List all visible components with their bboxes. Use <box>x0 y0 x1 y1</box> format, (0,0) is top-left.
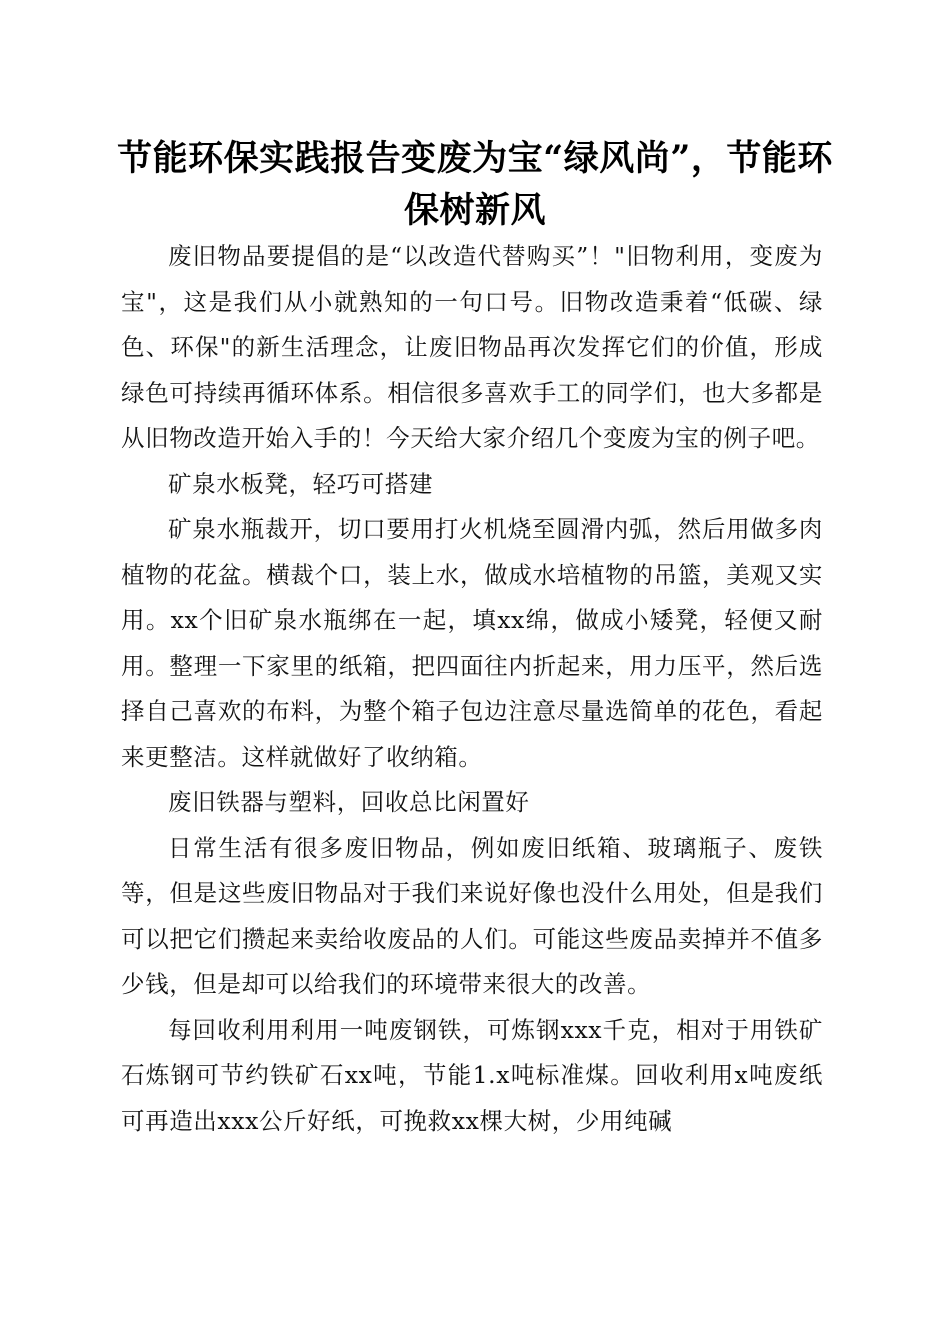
paragraph-bottle-stool: 矿泉水瓶裁开，切口要用打火机烧至圆滑内弧，然后用做多肉植物的花盆。横裁个口，装上水，做成水培植物的吊篮，美观又实用。xx个旧矿泉水瓶绑在一起，填xx绵，做成小矮凳，轻便又耐用。整理一下家里的纸箱，把四面往内折起来，用力压平，然后选择自己喜欢的布料，为整个箱子包边注意尽量选简单的花色，看起来更整洁。这样就做好了收纳箱。 <box>121 515 823 771</box>
paragraph-recycling-benefits: 每回收利用利用一吨废钢铁，可炼钢xxx千克，相对于用铁矿石炼钢可节约铁矿石xx吨，节能1.x吨标准煤。回收利用x吨废纸可再造出xxx公斤好纸，可挽救xx棵大树，少用纯碱 <box>121 1015 823 1135</box>
document-title: 节能环保实践报告变废为宝“绿风尚”，节能环保树新风 <box>117 138 833 231</box>
section-heading-recycling: 废旧铁器与塑料，回收总比闲置好 <box>168 788 530 816</box>
paragraph-recycling: 日常生活有很多废旧物品，例如废旧纸箱、玻璃瓶子、废铁等，但是这些废旧物品对于我们来说好像也没什么用处，但是我们可以把它们攒起来卖给收废品的人们。可能这些废品卖掉并不值多少钱，但是却可以给我们的环境带来很大的改善。 <box>121 833 823 998</box>
document-body <box>121 234 823 1144</box>
section-heading-bottle-stool: 矿泉水板凳，轻巧可搭建 <box>168 469 434 498</box>
paragraph-intro: 废旧物品要提倡的是“以改造代替购买”！"旧物利用，变废为宝"，这是我们从小就熟知的一句口号。旧物改造秉着“低碳、绿色、环保"的新生活理念，让废旧物品再次发挥它们的价值，形成绿色可持续再循环体系。相信很多喜欢手工的同学们，也大多都是从旧物改造开始入手的！今天给大家介绍几个变废为宝的例子吧。 <box>121 242 823 452</box>
